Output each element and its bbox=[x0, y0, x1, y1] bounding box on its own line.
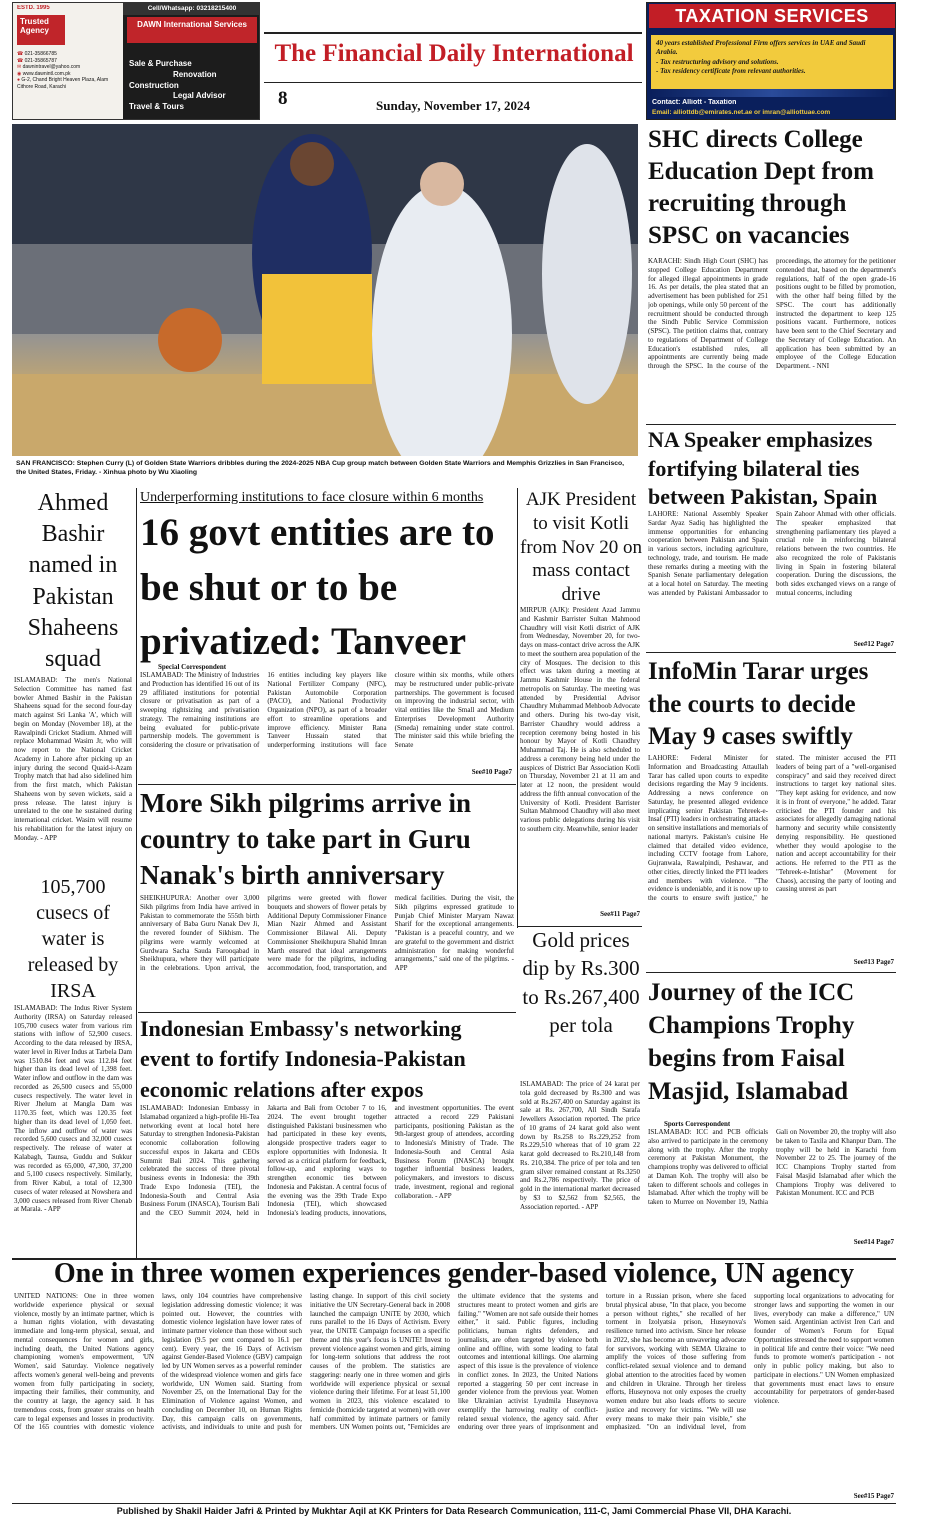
icc-byline: Sports Correspondent bbox=[664, 1120, 731, 1128]
phone-icon: ☎ bbox=[17, 51, 24, 57]
ad-web: www.dawnintl.com.pk bbox=[22, 70, 71, 77]
imprint-footer: Published by Shakil Haider Jafri & Printed by Mukhtar Aqil at KK Printers for Data Research Communication, 111-C, Jami Commercial Phase VII, DHA Karachi. bbox=[116, 1506, 792, 1516]
ajk-see: See#11 Page7 bbox=[600, 910, 640, 918]
govt-see: See#10 Page7 bbox=[471, 768, 512, 776]
service-3: Construction bbox=[129, 80, 179, 90]
na-speaker-see: See#12 Page7 bbox=[853, 640, 894, 648]
ad-company: DAWN International Services bbox=[127, 17, 257, 43]
service-4: Legal Advisor bbox=[173, 91, 226, 101]
phone-1: 021-35866785 bbox=[24, 51, 57, 57]
women-headline: One in three women experiences gender-based violence, UN agency bbox=[53, 1258, 855, 1289]
shc-headline: SHC directs College Education Dept from recruiting through SPSC on vacancies bbox=[648, 126, 874, 249]
govt-body: ISLAMABAD: The Ministry of Industries and Production has identified 16 out of its 29 affiliated institutions for potential closure or privatisation as part of a sweeping rightsizing and privatisation strategy. The remaining institutions are being evaluated for public-private partnership models. The government is considering the closure or privatisation of 16 entities including key players like National Fertilizer Company (NFC), Pakistan Automobile Corporation (PACO), and National Productivity Organization (NPO), as part of a broader effort to streamline operations and improve efficiency. Minister Rana Tanveer Hussain stated that underperforming institutions will face closure within six months, while others may be restructured under public-private partnerships. The government is focused on improving the industrial sector, with vital entities like the Small and Medium Enterprises Development Authority (Smeda) remaining under state control. The minister said this while briefing the Senate bbox=[140, 671, 514, 749]
tax-line-1: 40 years established Professional Firm offers services in UAE and Saudi Arabia. bbox=[656, 39, 866, 57]
ad-contact: Cell/Whatsapp: 03218215400 bbox=[123, 3, 260, 15]
indonesia-headline: Indonesian Embassy's networking event to fortify Indonesia-Pakistan economic relations after expos bbox=[140, 1016, 466, 1102]
ahmed-body: ISLAMABAD: The men's National Selection Committee has named fast bowler Ahmed Bashir in the Pakistan Shaheens squad for the second four-day match against Sri Lanka 'A', which will begin on Monday (November 18), at the Rawalpindi Cricket Stadium. Ahmed will replace Mohammad Wasim Jr, who will now report to the National Cricket Academy in Lahore after picking up an injury during the second Quaid-i-Azam Trophy match that had also sidelined him from the first match, which Pakistan Shaheens won by seven wickets, said a press release. The latest injury is unrelated to the one he sustained during international cricket. Wasim will resume his rehabilitation for the latest injury on Monday. - APP bbox=[14, 676, 132, 842]
indonesia-body: ISLAMABAD: Indonesian Embassy in Islamabad organized a high-profile Hi-Tea networking event at local hotel here Saturday to strengthen Indonesia-Pakistan economic collaboration following successful expos in Jakarta and CEOs Summit Bali 2024. This gathering celebrated the success of three pivotal business events in Indonesia: the 39th Trade Expo Indonesia (TEI), the Indonesia-South and Central Asia Business Forum (INASCA), Tourism Bali and the CEO Summit 2024, held in Jakarta and Bali from October 7 to 16, 2024. The event brought together distinguished Pakistani businessmen who had participated in these key events, alongside prospective traders eager to explore opportunities with Indonesia. It served as a critical platform for feedback, follow-up, and exploring ways to strengthen economic ties between Indonesia and Pakistan. A central focus of the evening was the 39th Trade Expo Indonesia (TEI), which showcased Indonesia's leading products, innovations, and investment opportunities. The event attracted a record 229 Pakistani participants, positioning Pakistan as the 9th-largest group of attendees, according to Indonesia's Ministry of Trade. The Indonesia-South and Central Asia Business Forum (INASCA) brought together influential business leaders, policymakers, and investors to discuss trade, investment, regional and regional collaboration. - APP bbox=[140, 1104, 514, 1217]
masthead bbox=[264, 2, 642, 120]
govt-headline: 16 govt entities are to be shut or to be privatized: Tanveer bbox=[140, 511, 495, 664]
infomin-see: See#13 Page7 bbox=[853, 958, 894, 966]
ad-right-panel bbox=[123, 3, 260, 120]
gold-body: ISLAMABAD: The price of 24 karat per tola gold decreased by Rs.300 and was sold at Rs.267,400 on Saturday against its sale at Rs. 267,700, All Sindh Sarafa Jewellers Association reported. The price of 10 grams of 24 karat gold also went down by Rs.258 to Rs.229,252 from Rs.229,510 whereas that of 10 gram 22 karat gold decreased to Rs.210,148 from Rs. 210,384. The price of per tola and ten gram silver remained constant at Rs.3250 and Rs.2,786 respectively. The price of gold in the international market decreased by $3 to $2,562 from $2,565, the Association reported. - APP bbox=[520, 1080, 640, 1211]
page-number: 8 bbox=[278, 88, 288, 109]
ad-left-panel bbox=[13, 3, 123, 120]
govt-kicker: Underperforming institutions to face closure within 6 months bbox=[140, 490, 484, 505]
gold-headline: Gold prices dip by Rs.300 to Rs.267,400 per tola bbox=[522, 928, 640, 1038]
govt-byline: Special Correspondent bbox=[158, 663, 227, 671]
service-5: Travel & Tours bbox=[129, 102, 184, 112]
estd-label: ESTD. 1995 bbox=[17, 5, 50, 11]
icc-body: ISLAMABAD: ICC and PCB officials also arrived to participate in the ceremony along with the trophy. After the trophy ceremony at Pakistan Monument, the champions trophy was delivered to official at Daman Koh. The trophy will also be taken to different schools and colleges in Islamabad. After which the trophy will be taken to Murree on November 19, Nathia Gali on November 20, the trophy will also be taken to Taxila and Khanpur Dam. The trophy will be held in Karachi from November 22 to 25. The journey of the ICC Champions Trophy started from Faisal Masjid Islamabad after which the Champions Trophy was delivered to Pakistan Monument. ICC and PCB bbox=[648, 1128, 896, 1206]
ajk-headline: AJK President to visit Kotli from Nov 20 on mass contact drive bbox=[520, 489, 642, 605]
taxation-banner-art bbox=[651, 89, 893, 97]
tax-title: TAXATION SERVICES bbox=[649, 4, 895, 28]
tax-info-box bbox=[651, 35, 893, 89]
icc-see: See#14 Page7 bbox=[853, 1238, 894, 1246]
ad-services bbox=[129, 59, 257, 113]
trusted-agency-logo bbox=[17, 15, 65, 45]
irsa-body: ISLAMABAD: The Indus River System Authority (IRSA) on Saturday released 105,700 cusecs water from various rim stations with inflow of 52,900 cusecs. According to the data released by IRSA, water level in River Indus at Tarbela Dam was 1510.84 feet and was 112.84 feet higher than its dead level of 1,398 feet. Water inflow and outflow in the dam was recorded as 26,500 cusecs and 55,000 cusecs respectively. The water level in River Jhelum at Mangla Dam was 1170.35 feet, which was 120.35 feet higher than its dead level of 1,050 feet. The inflow and outflow of water was recorded 5,600 cusecs and 32,000 cusecs respectively. The release of water at Kalabagh, Taunsa, Guddu and Sukkur was recorded as 65,000, 47,300, 37,200 and 5,100 cusecs respectively. Similarly, from River Kabul, a total of 12,300 cusecs of water released at Nowshera and 3,000 cusecs released from River Chenab at Marala. - APP bbox=[14, 1004, 132, 1214]
masthead-title: The Financial Daily International bbox=[274, 40, 634, 67]
women-see: See#15 Page7 bbox=[853, 1492, 894, 1500]
tax-contact: Contact: Alliott - Taxation bbox=[652, 99, 737, 106]
phone-2: 021-35865787 bbox=[24, 57, 57, 64]
infomin-headline: InfoMin Tarar urges the courts to decide May 9 cases swiftly bbox=[648, 658, 869, 750]
women-body: UNITED NATIONS: One in three women worldwide experience physical or sexual violence, mostly by an intimate partner, which is a human rights violation, with devastating immediate and long-term physical, sexual, and mental consequences for women and girls, including death, the United Nations agency championing women's empowerment, 'UN Women', said Saturday. Violence negatively affects women's general well-being and prevents women from fully participating in society, impacting their families, their community, and the country at large, the agency said. It has tremendous costs, from greater strains on health care to legal expenses and losses in productivity. Of the 165 countries with domestic violence laws, only 104 countries have comprehensive legislation addressing domestic violence; it was pointed out. However, the countries with domestic violence legislation have lower rates of intimate partner violence than those without such legislation (9.5 per cent compared to 16.1 per cent). Every year, the 16 Days of Activism against Gender-Based Violence (GBV) campaign led by UN Women serves as a powerful reminder of the widespread violence women and girls face worldwide, UN Women said. Starting from November 25, on the International Day for the Elimination of Violence against Women, and concluding on December 10, on Human Rights Day, this campaign calls on governments, activists, and individuals to unite and push for lasting change. In support of this civil society initiative the UN Secretary-General back in 2008 launched the campaign UNiTE by 2030, which runs parallel to the 16 Days of Activism. Every year, the UNiTE Campaign focuses on a specific theme and this year's focus is UNiTE! Invest to prevent violence against women and girls, aiming for long-term solutions that address the root causes of the problem. The statistics are staggering: nearly one in three women and girls worldwide will experience physical or sexual violence during their lifetime. For at least 51,100 women in 2023, this violence escalated to femicide (homicide targeted at women) with over half committed by intimate partners or family members. UN Women points out, "Femicides are the ultimate evidence that the systems and structures meant to protect women and girls are failing." "Women are not safe outside their homes either," it said. Public figures, including politicians, human rights defenders, and journalists, are often targeted by violence both online and offline, with some leading to fatal outcomes and intentional killings. One alarming aspect of this issue is the prevalence of violence in conflict zones. In 2023, the United Nations reported a staggering 50 per cent increase in gender violence from the previous year. Women like Ukrainian activist Lyudmila Huseynova exemplify the harrowing reality of conflict-related sexual violence, the agency said. After enduring over three years of imprisonment and torture in a Russian prison, where she faced brutal physical abuse, "In that place, you become a person without rights," she recalled of her torment in Izolyatsia prison, Huseynova's resilience turned into activism. Since her release in 2022, she has become an unwavering advocate for survivors, working with SEMA Ukraine to amplify the voices of those suffering from conflict-related sexual violence and to demand global attention to the atrocities faced by women and children in Ukraine. Through her tireless efforts, Huseynova not only exposes the cruelty women endure but also leads efforts to secure justice and recovery for victims. "We will use every means to make their pain visible," she emphasized. "On an individual level, from supporting local organizations to advocating for stronger laws and supporting the women in our lives, everybody can make a difference," UN Women said. Argentinian activist Iren Cari and founder of Women's Forum for Equal Opportunities stressed the need to support women in political life and centre their voice: "We need funds to promote women's participation - not only in public policy making, but also to participate in elections." UN Women emphasized that governments must enact laws to ensure accountability for perpetrators of gender-based violence. bbox=[14, 1292, 894, 1432]
email-icon: ✉ bbox=[17, 64, 22, 70]
shc-body: KARACHI: Sindh High Court (SHC) has stopped College Education Department for alleged illegal appointments in grade 16. As per details, the plea stated that an advertisement has been published for 251 job openings, while only 50 percent of the recruitment should be conducted through the Sindh Public Service Commission (SPSC). The petition claims that, contrary to regulations of Department of College Education's established rules, all appointments are currently being made through the SPSC. In the course of the proceedings, the attorney for the petitioner contended that, based on the department's regulations, half of the open grade-16 positions ought to be filled by promotion, with the other half being filled by the SPSC. The court has additionally instructed the department to keep 125 positions vacant. Furthermore, notices have been sent to the Chief Secretary and the Secretary of College Education. An application has been submitted by an employee of the College Education Department. - NNI bbox=[648, 257, 896, 370]
phone-icon: ☎ bbox=[17, 57, 24, 64]
tax-line-3: - Tax residency certificate from relevant authorities. bbox=[656, 67, 806, 76]
ad-taxation-services[interactable] bbox=[646, 2, 896, 120]
na-speaker-body: LAHORE: National Assembly Speaker Sardar Ayaz Sadiq has highlighted the immense opportunities for enhancing cooperation between Pakistan and Spain in various sectors, including agriculture, technology, trade, and tourism. He made these remarks during a meeting with the Spanish Senate parliamentary delegation at a local hotel on Saturday. The meeting was attended by Pakistani Ambassador to Spain Zahoor Ahmad with other officials. The speaker emphasized that strengthening parliamentary ties played a crucial role in reinforcing bilateral relations between the two countries. He also recognized the role of Pakistanis living in Spain in fostering bilateral cooperation. During the discussions, the both sides exchanged views on a range of mutual concerns, including bbox=[648, 510, 896, 597]
irsa-headline: 105,700 cusecs of water is released by IRSA bbox=[27, 876, 119, 1002]
issue-date: Sunday, November 17, 2024 bbox=[376, 98, 530, 113]
ad-dawn-international[interactable] bbox=[12, 2, 260, 120]
sikh-headline: More Sikh pilgrims arrive in country to take part in Guru Nanak's birth anniversary bbox=[140, 788, 471, 890]
brand-name: Trusted Agency bbox=[20, 17, 49, 35]
infomin-body: LAHORE: Federal Minister for Information and Broadcasting Attaullah Tarar has called upon courts to expedite decisions regarding the May 9 incidents. Addressing a news conference on Saturday, he presented alleged evidence implicating senior Pakistan Tehreek-e-Insaf (PTI) leaders in orchestrating attacks on sensitive installations and memorials of national martyrs. Pakistan's cuisine He claimed that detailed video evidence, including CCTV footage from Lahore, Gujranwala, Rawalpindi, Peshawar, and other cities, directly linked the PTI leaders and members with violence. "The evidence is undeniable, and it is now up to the courts to ensure swift justice," he stated. The minister accused the PTI leaders of being part of a "well-organised conspiracy" and said they received direct instructions to target key national sites. "They kept asking for evidence, and now it is in front of everyone," he added. Tarar criticised the PTI founder and his associates for allegedly damaging national harmony and security while consistently denying responsibility. He questioned whether they would apologise to the nation and accept accountability for their actions. He referred to the PTI as the "Tehreek-e-Intishar" (Movement for Chaos), accusing the party of looting and causing unrest as part bbox=[648, 754, 896, 902]
basketball-photo bbox=[12, 124, 638, 456]
ahmed-headline: Ahmed Bashir named in Pakistan Shaheens squad bbox=[27, 490, 119, 672]
photo-caption: SAN FRANCISCO: Stephen Curry (L) of Golden State Warriors dribbles during the 2024-2025 NBA Cup group match between Golden State Warriors and Memphis Grizzlies in San Francisco, the United States, Friday. - Xinhua photo by Wu Xiaoling bbox=[16, 460, 625, 476]
tax-line-2: - Tax restructuring advisory and solutions. bbox=[656, 57, 779, 66]
icc-headline: Journey of the ICC Champions Trophy begins from Faisal Masjid, Islamabad bbox=[648, 979, 855, 1105]
service-2: Renovation bbox=[173, 69, 217, 79]
sikh-body: SHEIKHUPURA: Another over 3,000 Sikh pilgrims from India have arrived in Pakistan to commemorate the 555th birth anniversary of Baba Guru Nanak Dev Ji, the revered founder of Sikhism. The pilgrims were warmly welcomed at Gurdwara Sacha Sauda Farooqabad in Sheikhupura, where they will participate in the celebrations. Upon arrival, the pilgrims were greeted with flower bouquets and showers of flower petals by Additional Deputy Commissioner Finance Mian Nazir Ahmed and Assistant Commissioner Bilawal Ali. Deputy Commissioner Sheikhupura Shahid Imran Marth ensured that ideal arrangements were made for the pilgrims, including accommodation, food, transportation, and medical facilities. During the visit, the Sikh pilgrims expressed gratitude to Punjab Chief Minister Maryam Nawaz Sharif for the exceptional arrangements. "Pakistan is a peaceful country, and we are grateful to the government and district administration for making wonderful arrangements," said one of the pilgrims. - APP bbox=[140, 894, 514, 972]
phone-list bbox=[17, 51, 121, 90]
ajk-body: MIRPUR (AJK): President Azad Jammu and Kashmir Barrister Sultan Mahmood Chaudhry will visit Kotli district of AJK from Wednesday, November 20, for two-days on mass-contact drive across the AJK to meet the southern area population of the city of Mosques. The decision to this effect was taken during a meeting at Jammu Kashmir House in the federal metropolis on Saturday. The meeting was attended by Presidential Advisor Chaudhry Muhammad Mehboob Advocate and others. During his two-day visit, Barrister Chaudhry would address a reception ceremony being hosted in his honour by Mayor of Kotli Chaudhry Muhammad Taj. He is also scheduled to address a ceremony being held under the auspices of District Bar Association Kotli on Thursday, November 21 at 11 am and later at 12 noon, the president would address the fifth annual convocation of the University of Kotli. President Barrister Sultan Mahmood Chaudhry will also meet various public delegations during his visit to southern city. Meanwhile, senior leader bbox=[520, 606, 640, 833]
location-icon: ● bbox=[17, 77, 21, 83]
tax-email: Email: alliottdb@emirates.net.ae or imran@alliottuae.com bbox=[652, 109, 831, 116]
ad-email: dawnintravel@yahoo.com bbox=[22, 64, 81, 70]
na-speaker-headline: NA Speaker emphasizes fortifying bilateral ties between Pakistan, Spain bbox=[648, 427, 878, 510]
service-1: Sale & Purchase bbox=[129, 59, 192, 68]
web-icon: ◉ bbox=[17, 70, 22, 77]
ad-address: G-2, Chand Bright Heaven Plaza, Alam Cithore Road, Karachi bbox=[17, 77, 109, 90]
photo-illustration bbox=[12, 124, 638, 456]
